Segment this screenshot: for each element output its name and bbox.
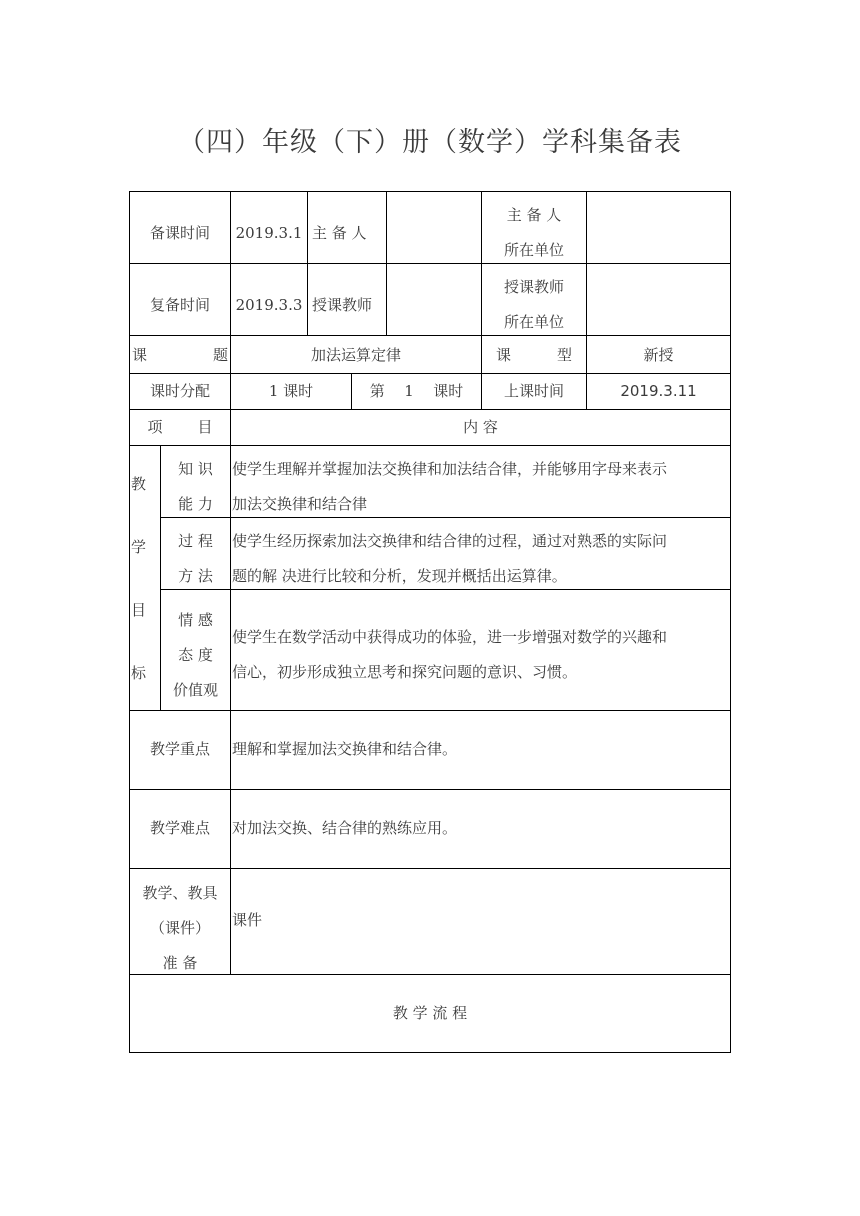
review-time-label: 复备时间 [149, 296, 210, 314]
lesson-number-suffix: 课时 [433, 382, 464, 400]
teacher-unit-label-line1: 授课教师 [503, 278, 564, 296]
goals-side-char-4: 标 [131, 664, 147, 682]
topic-label [130, 338, 230, 373]
prep-time-value: 2019.3.1 [235, 224, 303, 242]
knowledge-text-line1: 使学生理解并掌握加法交换律和加法结合律，并能够用字母来表示 [232, 460, 668, 478]
process-text-line1: 使学生经历探索加法交换律和结合律的过程，通过对熟悉的实际问 [232, 532, 668, 550]
class-time-label: 上课时间 [503, 382, 564, 400]
lesson-number [352, 374, 481, 409]
prep-label-line2: （课件） [149, 919, 210, 937]
item-header-a: 项 [147, 418, 163, 436]
lesson-number-prefix: 第 [369, 382, 385, 400]
lead-unit-label-line2: 所在单位 [503, 241, 564, 259]
difficulty-label: 教学难点 [149, 819, 210, 837]
goals-side-char-1: 教 [131, 475, 147, 493]
emotion-label-line3: 价值观 [172, 681, 218, 699]
knowledge-label-line1: 知 识 [178, 460, 213, 478]
lesson-type-label [482, 338, 586, 373]
knowledge-label-line2: 能 力 [178, 495, 213, 513]
topic-label-b: 题 [212, 346, 228, 364]
teaching-flow-header: 教 学 流 程 [392, 1004, 468, 1022]
class-time-value: 2019.3.11 [620, 382, 697, 400]
lesson-type-label-a: 课 [496, 346, 512, 364]
prep-time-label: 备课时间 [149, 224, 210, 242]
process-label-line1: 过 程 [178, 532, 213, 550]
review-time-value: 2019.3.3 [235, 296, 303, 314]
lead-preparer-label: 主 备 人 [312, 224, 367, 242]
key-point-label: 教学重点 [149, 740, 210, 758]
difficulty-value: 对加法交换、结合律的熟练应用。 [232, 819, 458, 837]
emotion-label-line1: 情 感 [178, 611, 213, 629]
item-header [130, 410, 230, 445]
prep-label-line3: 准 备 [162, 954, 198, 972]
teacher-label: 授课教师 [312, 296, 373, 314]
process-text-line2: 题的解 决进行比较和分析，发现并概括出运算律。 [232, 567, 567, 585]
lesson-number-value: 1 [404, 382, 414, 400]
teacher-unit-label-line2: 所在单位 [503, 313, 564, 331]
hours-label: 课时分配 [149, 382, 210, 400]
lesson-type-value: 新授 [643, 346, 674, 364]
content-header: 内 容 [463, 418, 498, 436]
goals-side-char-2: 学 [131, 538, 147, 556]
item-header-b: 目 [197, 418, 213, 436]
process-label-line2: 方 法 [178, 567, 213, 585]
page-title: （四）年级（下）册（数学）学科集备表 [178, 127, 682, 158]
goals-side-char-3: 目 [131, 601, 147, 619]
topic-value: 加法运算定律 [310, 346, 401, 364]
emotion-label-line2: 态 度 [178, 646, 213, 664]
prep-label-line1: 教学、教具 [142, 884, 218, 902]
lesson-type-label-b: 型 [556, 346, 572, 364]
key-point-value: 理解和掌握加法交换律和结合律。 [232, 740, 458, 758]
prep-value: 课件 [232, 911, 263, 929]
topic-label-a: 课 [132, 346, 148, 364]
emotion-text-line2: 信心，初步形成独立思考和探究问题的意识、习惯。 [232, 663, 578, 681]
hours-value: 1 课时 [268, 382, 314, 400]
emotion-text-line1: 使学生在数学活动中获得成功的体验，进一步增强对数学的兴趣和 [232, 628, 668, 646]
knowledge-text-line2: 加法交换律和结合律 [232, 495, 368, 513]
lead-unit-label-line1: 主 备 人 [506, 206, 562, 224]
